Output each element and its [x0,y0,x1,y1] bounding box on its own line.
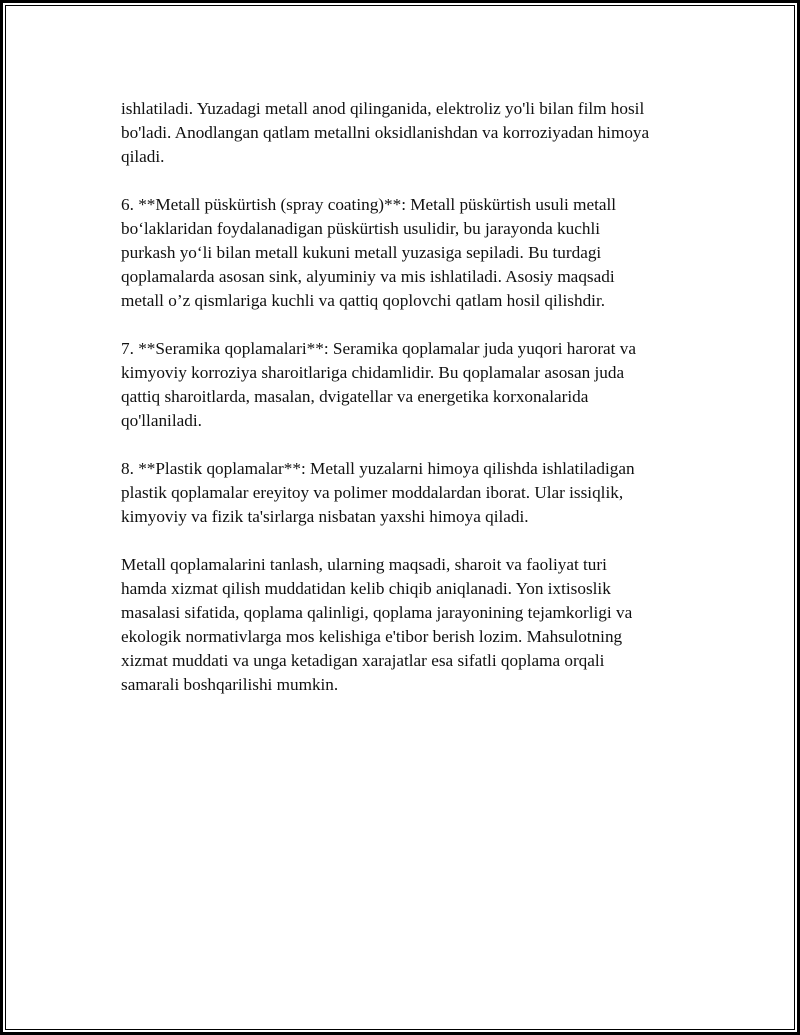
text-line: 7. **Seramika qoplamalari**: Seramika qoplamalar juda yuqori harorat va [121,339,636,358]
text-line: qiladi. [121,147,165,166]
paragraph-ceramic-coatings [121,337,701,433]
text-line: samarali boshqarilishi mumkin. [121,675,339,694]
text-line: 8. **Plastik qoplamalar**: Metall yuzalarni himoya qilishda ishlatiladigan [121,459,635,478]
text-line: ekologik normativlarga mos kelishiga e'tibor berish lozim. Mahsulotning [121,627,623,646]
text-line: ishlatiladi. Yuzadagi metall anod qilinganida, elektroliz yo'li bilan film hosil [121,99,645,118]
document-body [121,97,701,721]
paragraph-spray-coating [121,193,701,313]
paragraph-anodizing-continuation [121,97,701,169]
paragraph-conclusion [121,553,701,697]
text-line: xizmat muddati va unga ketadigan xarajatlar esa sifatli qoplama orqali [121,651,605,670]
text-line: bo‘laklaridan foydalanadigan püskürtish usulidir, bu jarayonda kuchli [121,219,601,238]
text-line: kimyoviy va fizik ta'sirlarga nisbatan yaxshi himoya qiladi. [121,507,529,526]
text-line: Metall qoplamalarini tanlash, ularning maqsadi, sharoit va faoliyat turi [121,555,607,574]
text-line: qoplamalarda asosan sink, alyuminiy va mis ishlatiladi. Asosiy maqsadi [121,267,615,286]
text-line: kimyoviy korroziya sharoitlariga chidamlidir. Bu qoplamalar asosan juda [121,363,625,382]
paragraph-plastic-coatings [121,457,701,529]
text-line: qattiq sharoitlarda, masalan, dvigatellar va energetika korxonalarida [121,387,589,406]
text-line: masalasi sifatida, qoplama qalinligi, qoplama jarayonining tejamkorligi va [121,603,633,622]
text-line: metall o’z qismlariga kuchli va qattiq qoplovchi qatlam hosil qilishdir. [121,291,606,310]
text-line: plastik qoplamalar ereyitoy va polimer moddalardan iborat. Ular issiqlik, [121,483,624,502]
text-line: purkash yo‘li bilan metall kukuni metall yuzasiga sepiladi. Bu turdagi [121,243,602,262]
text-line: hamda xizmat qilish muddatidan kelib chiqib aniqlanadi. Yon ixtisoslik [121,579,611,598]
text-line: qo'llaniladi. [121,411,202,430]
text-line: 6. **Metall püskürtish (spray coating)**: Metall püskürtish usuli metall [121,195,617,214]
text-line: bo'ladi. Anodlangan qatlam metallni oksidlanishdan va korroziyadan himoya [121,123,650,142]
